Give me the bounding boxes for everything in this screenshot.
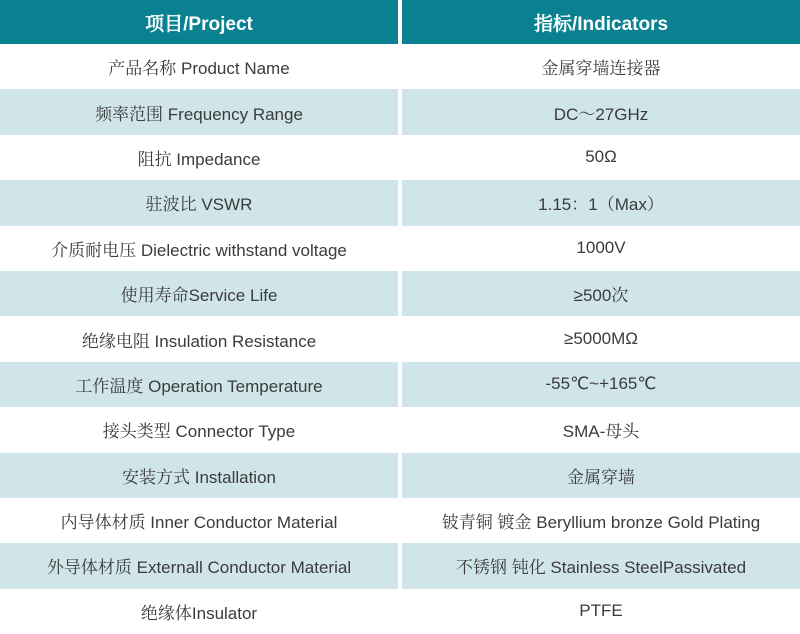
project-cell: 产品名称 Product Name <box>108 59 290 79</box>
indicator-cell: 金属穿墙连接器 <box>541 59 661 79</box>
table-row <box>0 498 800 543</box>
project-cell: 频率范围 Frequency Range <box>95 104 303 124</box>
project-cell: 介质耐电压 Dielectric withstand voltage <box>51 240 347 260</box>
table-row <box>0 589 800 634</box>
table-row <box>0 316 800 361</box>
indicator-cell: DC～27GHz <box>553 104 649 124</box>
project-cell: 工作温度 Operation Temperature <box>75 376 323 396</box>
table-row <box>0 44 800 89</box>
indicator-cell: 1.15：1（Max） <box>538 195 664 215</box>
table-row <box>0 543 800 588</box>
table-row <box>0 453 800 498</box>
project-cell: 驻波比 VSWR <box>145 195 253 215</box>
indicator-cell: 1000V <box>576 238 626 258</box>
project-cell: 接头类型 Connector Type <box>102 422 296 442</box>
table-row <box>0 180 800 225</box>
table-row <box>0 226 800 271</box>
table-row <box>0 271 800 316</box>
indicator-cell: SMA-母头 <box>562 422 640 442</box>
indicator-cell: 50Ω <box>585 147 617 167</box>
indicator-cell: 铍青铜 镀金 Beryllium bronze Gold Plating <box>441 513 761 533</box>
indicator-cell: -55℃~+165℃ <box>545 374 657 394</box>
header-indicators: 指标/Indicators <box>533 13 669 35</box>
table-row <box>0 89 800 134</box>
table-row <box>0 407 800 452</box>
project-cell: 安装方式 Installation <box>122 467 276 487</box>
table-header-row <box>0 0 800 44</box>
project-cell: 内导体材质 Inner Conductor Material <box>60 513 338 533</box>
project-cell: 使用寿命Service Life <box>120 286 278 306</box>
project-cell: 外导体材质 Externall Conductor Material <box>46 558 352 578</box>
project-cell: 阻抗 Impedance <box>137 149 261 169</box>
project-cell: 绝缘电阻 Insulation Resistance <box>81 331 317 351</box>
project-cell: 绝缘体Insulator <box>140 603 258 623</box>
indicator-cell: ≥500次 <box>573 286 629 306</box>
indicator-cell: PTFE <box>579 601 623 621</box>
indicator-cell: 不锈钢 钝化 Stainless SteelPassivated <box>455 558 747 578</box>
header-project: 项目/Project <box>145 13 253 35</box>
table-row <box>0 362 800 407</box>
table-row <box>0 135 800 180</box>
indicator-cell: 金属穿墙 <box>567 467 635 487</box>
indicator-cell: ≥5000MΩ <box>563 329 639 349</box>
